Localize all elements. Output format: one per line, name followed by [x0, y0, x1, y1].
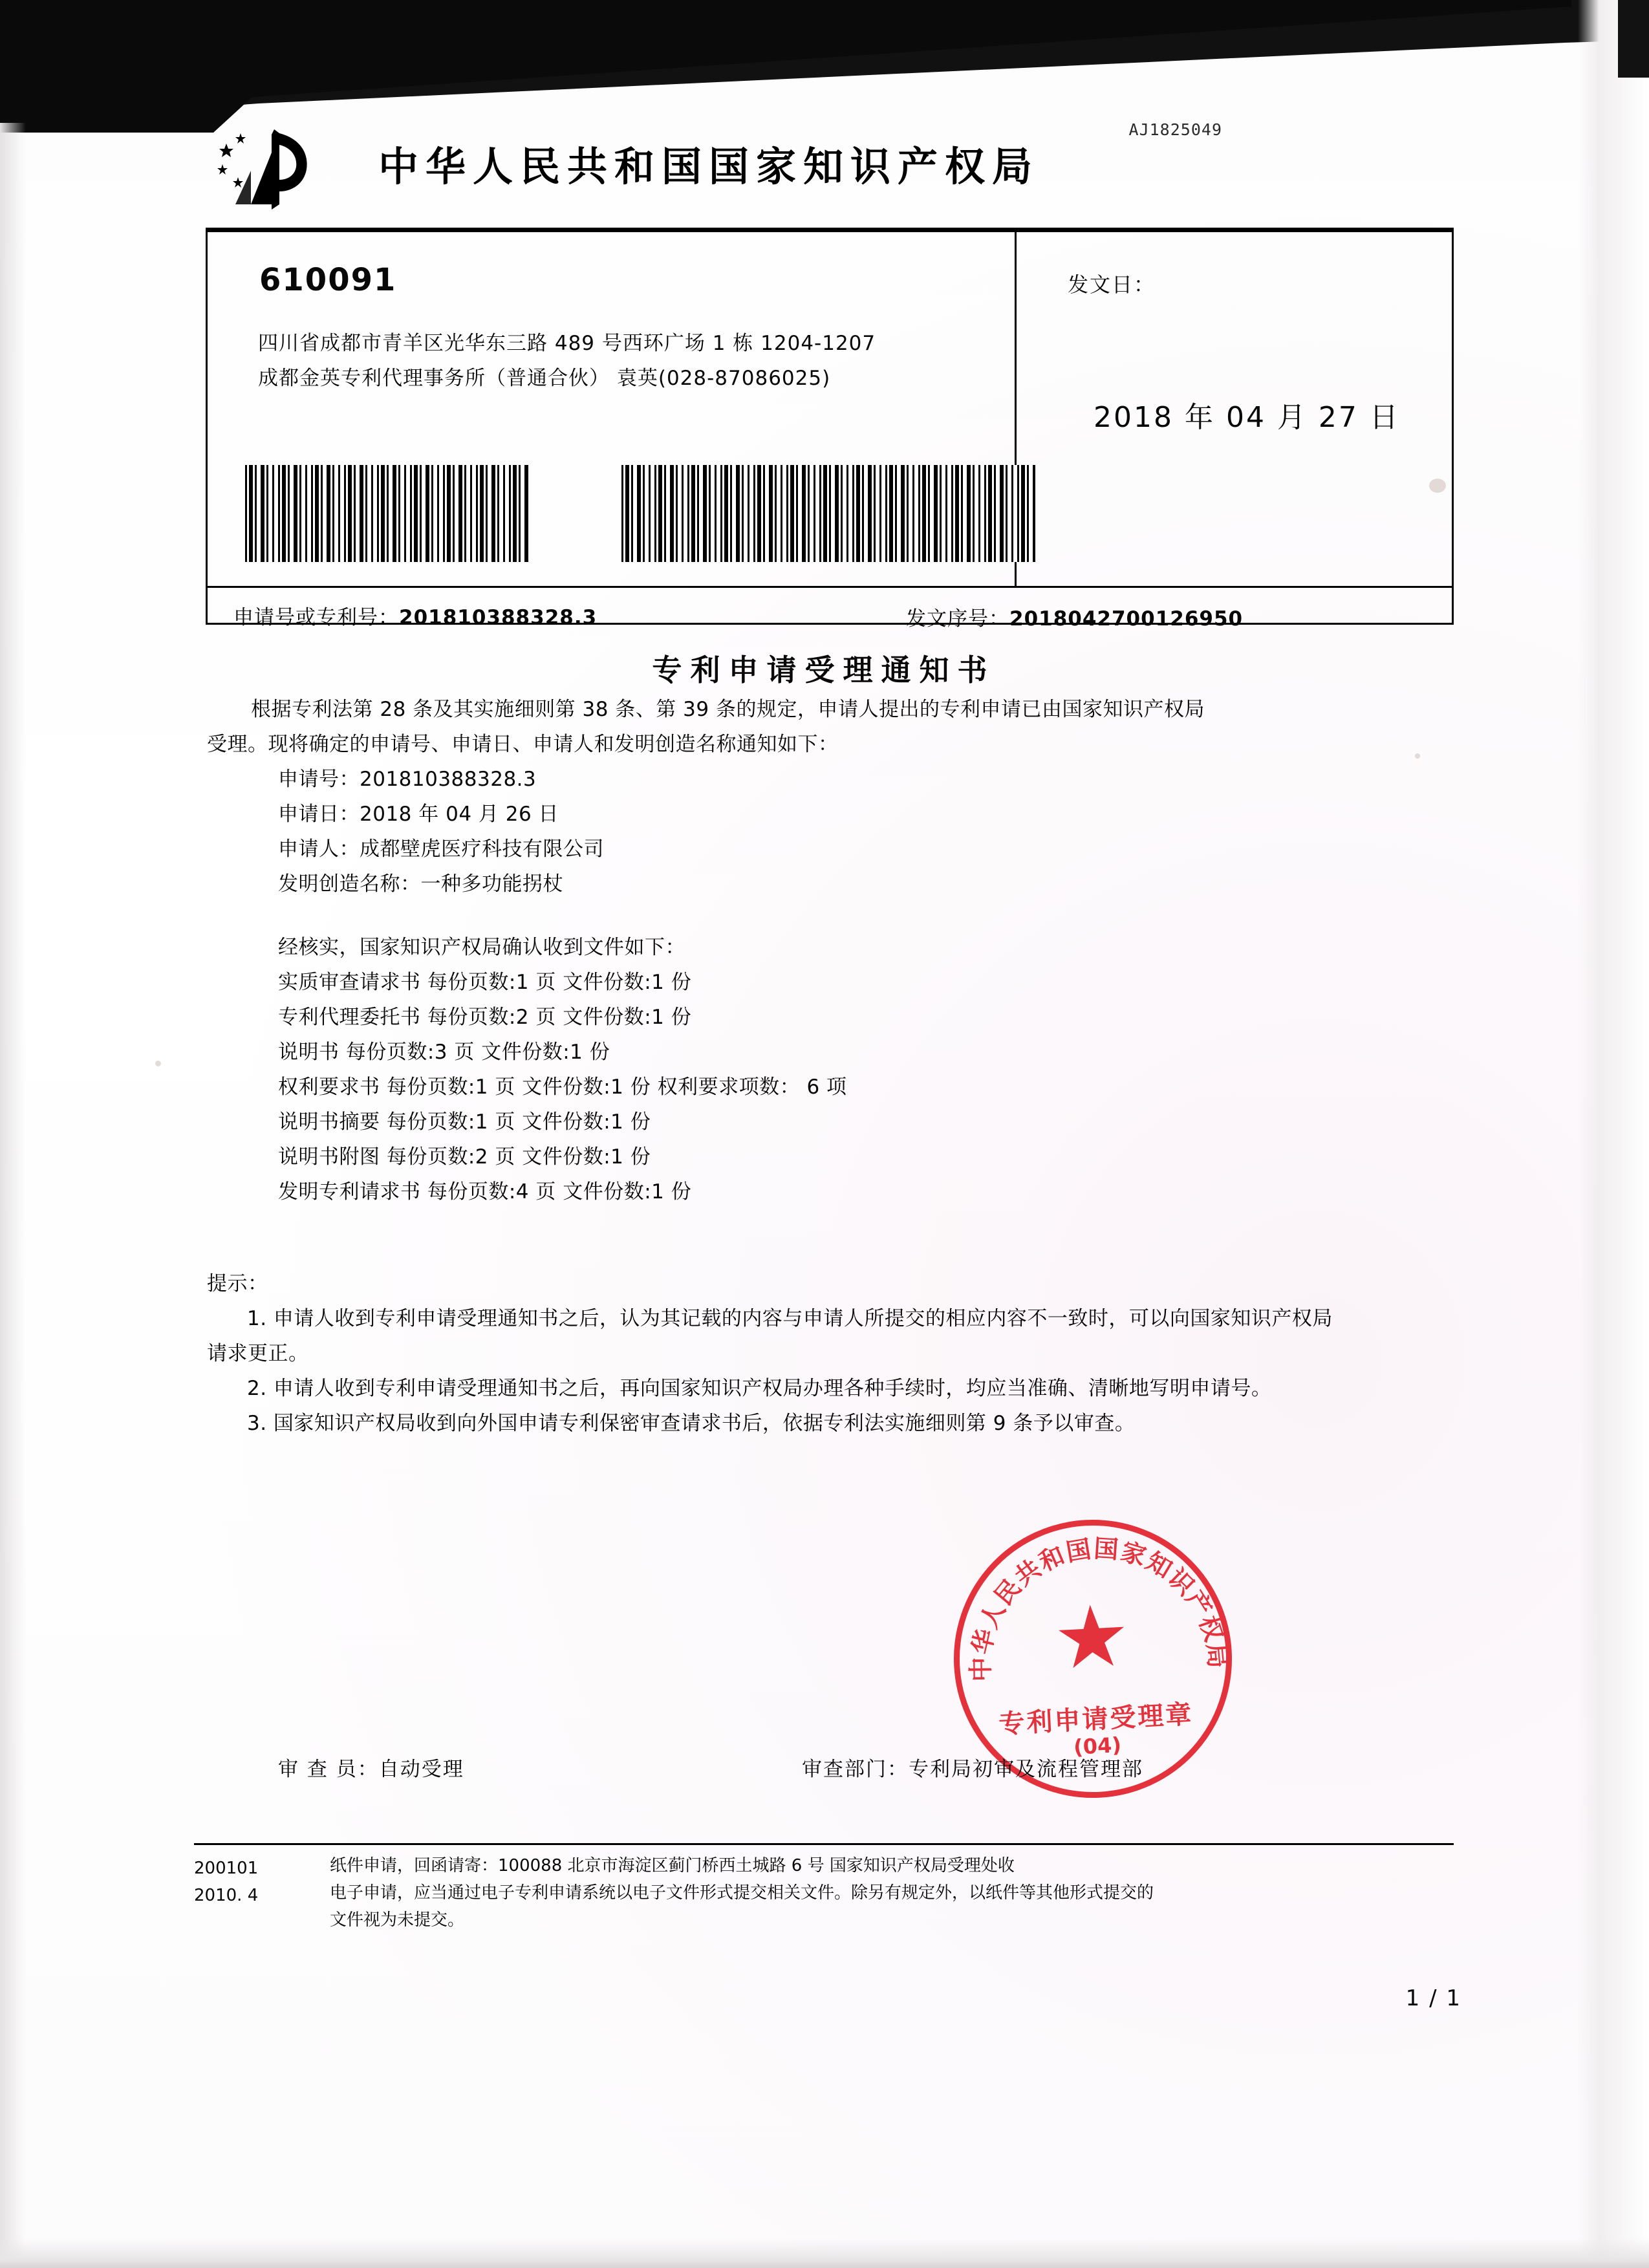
footer-line-2: 电子申请，应当通过电子专利申请系统以电子文件形式提交相关文件。除另有规定外，以纸件等其他形式提交的	[330, 1883, 1154, 1903]
note-1-line-2: 请求更正。	[207, 1342, 309, 1365]
svg-text:中华人民共和国国家知识产权局: 中华人民共和国国家知识产权局	[966, 1534, 1233, 1682]
application-number-row	[233, 601, 597, 630]
address-date-table	[206, 230, 1454, 631]
document-body	[194, 692, 1454, 1441]
field-applicant: 申请人：成都壁虎医疗科技有限公司	[278, 837, 604, 861]
document-item-description: 说明书 每份页数:3 页 文件份数:1 份	[278, 1041, 610, 1064]
serial-number-label: 发文序号：	[906, 607, 1009, 631]
notification-document	[194, 110, 1481, 2141]
note-2: 2. 申请人收到专利申请受理通知书之后，再向国家知识产权局办理各种手续时，均应当准确、清晰地写明申请号。	[247, 1377, 1272, 1400]
serial-number-row	[906, 602, 1243, 631]
send-date-label: 发文日：	[1068, 272, 1156, 297]
body-spacer	[194, 902, 1454, 930]
seal-star-icon: ★	[1051, 1586, 1133, 1690]
document-item-request: 发明专利请求书 每份页数:4 页 文件份数:1 份	[278, 1180, 692, 1204]
footer-text	[330, 1852, 1442, 1934]
intro-line-2: 受理。现将确定的申请号、申请日、申请人和发明创造名称通知如下：	[207, 733, 839, 756]
seal-bottom-text: 专利申请受理章	[998, 1700, 1194, 1740]
department-label: 审查部门：专利局初审及流程管理部	[802, 1758, 1143, 1781]
footer-form-code-2: 2010. 4	[194, 1886, 259, 1905]
footer-line-1: 纸件申请，回函请寄：100088 北京市海淀区蓟门桥西土城路 6 号 国家知识产权局受理处收	[330, 1856, 1015, 1875]
document-item-drawings: 说明书附图 每份页数:2 页 文件份数:1 份	[278, 1145, 651, 1169]
scan-edge-bottom	[0, 2238, 1649, 2268]
document-item-substantive-exam: 实质审查请求书 每份页数:1 页 文件份数:1 份	[278, 971, 692, 994]
application-number-label: 申请号或专利号：	[233, 606, 399, 629]
document-code: AJ1825049	[1128, 120, 1222, 139]
note-3: 3. 国家知识产权局收到向外国申请专利保密审查请求书后，依据专利法实施细则第 9 条予以审查。	[247, 1412, 1136, 1435]
scan-speck	[155, 1061, 161, 1066]
intro-line-1: 根据专利法第 28 条及其实施细则第 38 条、第 39 条的规定，申请人提出的专利申请已由国家知识产权局	[251, 698, 1205, 721]
document-title: 专利申请受理通知书	[652, 653, 996, 687]
scan-edge-right-dark	[1618, 0, 1649, 78]
notes-title: 提示：	[207, 1272, 268, 1295]
field-application-no: 申请号：201810388328.3	[278, 768, 537, 791]
documents-intro: 经核实，国家知识产权局确认收到文件如下：	[278, 936, 685, 959]
body-spacer	[194, 1209, 1454, 1238]
address-line-1: 四川省成都市青羊区光华东三路 489 号西环广场 1 栋 1204-1207	[258, 332, 876, 355]
footer-form-codes	[194, 1855, 323, 1909]
field-application-date: 申请日：2018 年 04 月 26 日	[278, 803, 559, 826]
seal-number-text: (04)	[1073, 1732, 1122, 1760]
application-number-value: 201810388328.3	[399, 606, 598, 629]
footer-rule	[194, 1843, 1454, 1845]
footer-line-3: 文件视为未提交。	[330, 1910, 465, 1930]
organization-title: 中华人民共和国国家知识产权局	[378, 143, 1040, 190]
body-spacer	[194, 1238, 1454, 1266]
document-item-power-of-attorney: 专利代理委托书 每份页数:2 页 文件份数:1 份	[278, 1006, 692, 1029]
document-item-abstract: 说明书摘要 每份页数:1 页 文件份数:1 份	[278, 1110, 651, 1134]
barcode-left	[245, 465, 530, 562]
address-line-2: 成都金英专利代理事务所（普通合伙） 袁英(028-87086025)	[258, 367, 831, 390]
examiner-label: 审 查 员：自动受理	[278, 1758, 464, 1781]
page-number: 1 / 1	[1405, 1985, 1461, 2011]
serial-number-value: 2018042700126950	[1009, 607, 1244, 631]
field-invention-title: 发明创造名称：一种多功能拐杖	[278, 872, 563, 896]
barcode-right	[621, 465, 1035, 562]
cnipa-emblem-icon	[212, 124, 335, 215]
scan-edge-right	[1578, 0, 1649, 2268]
send-date-value: 2018 年 04 月 27 日	[1094, 401, 1400, 434]
zipcode: 610091	[259, 262, 397, 298]
footer-form-code-1: 200101	[194, 1859, 259, 1878]
document-header	[194, 110, 1481, 233]
scan-edge-left	[0, 123, 26, 2268]
table-horizontal-divider	[208, 586, 1452, 588]
document-item-claims: 权利要求书 每份页数:1 页 文件份数:1 份 权利要求项数： 6 项	[278, 1075, 847, 1099]
note-1-line-1: 1. 申请人收到专利申请受理通知书之后，认为其记载的内容与申请人所提交的相应内容不一致时，可以向国家知识产权局	[247, 1307, 1333, 1330]
